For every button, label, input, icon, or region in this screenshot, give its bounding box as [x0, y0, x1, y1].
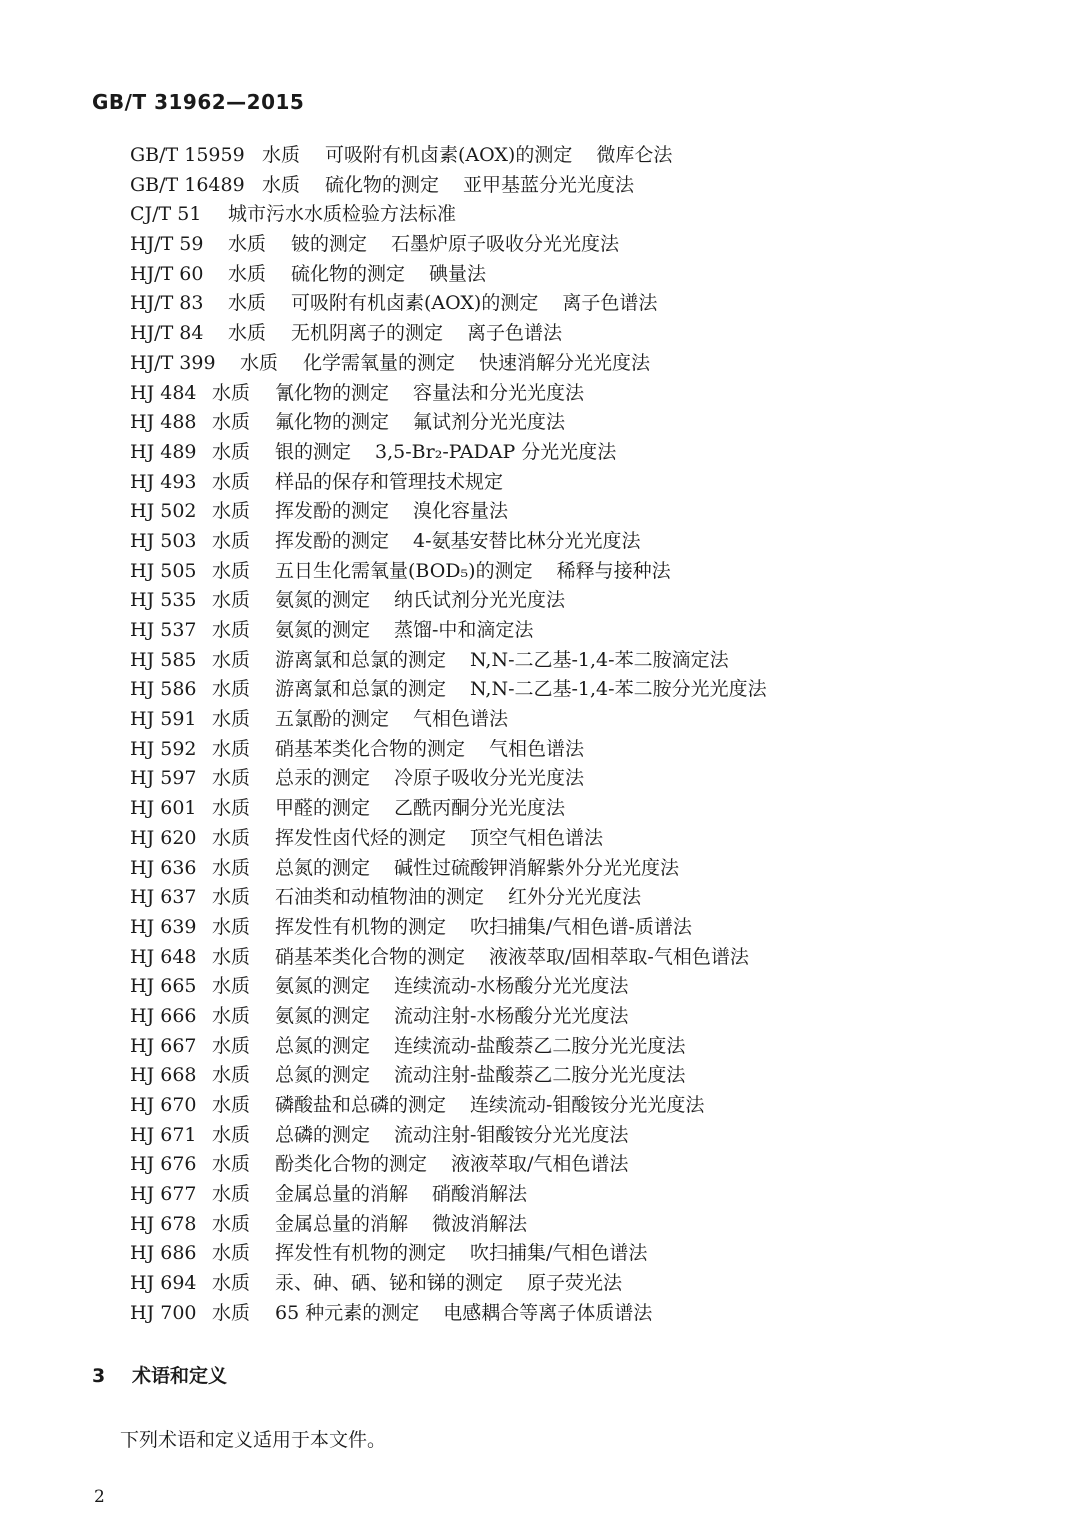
section-number: 3 [92, 1365, 106, 1387]
reference-method: 碱性过硫酸钾消解紫外分光光度法 [394, 856, 680, 879]
reference-row [130, 1299, 1030, 1329]
reference-code: HJ 666 [130, 1004, 197, 1027]
reference-subject: 水质 [212, 589, 251, 612]
reference-code: HJ/T 399 [130, 351, 216, 374]
reference-method: 石墨炉原子吸收分光光度法 [391, 233, 620, 256]
reference-topic: 挥发酚的测定 [275, 529, 390, 552]
reference-subject: 水质 [212, 1123, 251, 1146]
reference-method: 碘量法 [429, 262, 487, 285]
reference-row [130, 705, 1030, 735]
reference-method: 快速消解分光光度法 [479, 351, 651, 374]
reference-code: GB/T 16489 [130, 173, 245, 196]
reference-code: HJ 537 [130, 619, 197, 641]
reference-row [130, 943, 1030, 973]
reference-code: HJ/T 84 [130, 322, 204, 345]
reference-code: HJ 586 [130, 678, 197, 701]
reference-topic: 银的测定 [275, 440, 352, 463]
reference-row [130, 171, 1030, 201]
reference-topic: 总氮的测定 [275, 1034, 371, 1057]
reference-row [130, 735, 1030, 765]
normative-references-list [130, 141, 1030, 1329]
reference-row [130, 497, 1030, 527]
reference-topic: 硫化物的测定 [291, 262, 406, 285]
reference-topic: 总磷的测定 [275, 1123, 371, 1146]
reference-row [130, 883, 1030, 913]
reference-code: HJ 665 [130, 975, 197, 998]
reference-subject: 水质 [262, 144, 301, 166]
reference-code: HJ 601 [130, 797, 197, 820]
reference-topic: 金属总量的消解 [275, 1212, 409, 1235]
reference-topic: 磷酸盐和总磷的测定 [275, 1094, 447, 1116]
reference-code: HJ 686 [130, 1242, 197, 1265]
reference-subject: 水质 [212, 1272, 251, 1295]
reference-code: HJ 502 [130, 500, 197, 523]
reference-subject: 水质 [212, 381, 251, 404]
reference-row [130, 646, 1030, 676]
reference-code: HJ 648 [130, 945, 197, 968]
reference-topic: 氰化物的测定 [275, 381, 390, 404]
reference-subject: 水质 [212, 1004, 251, 1027]
reference-topic: 可吸附有机卤素(AOX)的测定 [325, 144, 573, 166]
reference-subject: 水质 [212, 826, 251, 849]
reference-code: HJ 597 [130, 767, 197, 790]
reference-subject: 水质 [212, 411, 251, 434]
reference-subject: 水质 [212, 559, 251, 582]
reference-subject: 水质 [228, 322, 267, 345]
section-heading [92, 1361, 227, 1388]
reference-method: 冷原子吸收分光光度法 [394, 767, 585, 790]
reference-row [130, 260, 1030, 290]
reference-method: 气相色谱法 [489, 737, 585, 760]
reference-row [130, 794, 1030, 824]
reference-subject: 水质 [228, 292, 267, 315]
reference-code: HJ 620 [130, 826, 197, 849]
reference-subject: 水质 [212, 737, 251, 760]
reference-subject: 水质 [212, 797, 251, 820]
reference-row [130, 319, 1030, 349]
reference-subject: 水质 [262, 173, 301, 196]
reference-row [130, 408, 1030, 438]
reference-topic: 总汞的测定 [275, 767, 371, 790]
reference-subject: 水质 [212, 529, 251, 552]
reference-topic: 总氮的测定 [275, 856, 371, 879]
reference-method: 氟试剂分光光度法 [413, 411, 566, 434]
reference-row [130, 913, 1030, 943]
reference-row [130, 557, 1030, 587]
reference-method: 原子荧光法 [527, 1272, 623, 1295]
reference-code: HJ/T 60 [130, 262, 204, 285]
reference-method: 纳氏试剂分光光度法 [394, 589, 566, 612]
reference-subject: 水质 [212, 1153, 251, 1176]
reference-topic: 氨氮的测定 [275, 975, 371, 998]
reference-topic: 氨氮的测定 [275, 619, 371, 641]
reference-method: 离子色谱法 [467, 322, 563, 345]
reference-code: HJ 671 [130, 1123, 197, 1146]
reference-row [130, 200, 1030, 230]
reference-method: 硝酸消解法 [432, 1183, 528, 1206]
reference-code: HJ 505 [130, 559, 197, 582]
reference-row [130, 468, 1030, 498]
reference-method: 吹扫捕集/气相色谱法 [470, 1242, 648, 1265]
reference-topic: 硫化物的测定 [325, 173, 440, 196]
reference-row [130, 972, 1030, 1002]
reference-row [130, 1061, 1030, 1091]
reference-method: 红外分光光度法 [508, 886, 642, 909]
reference-code: HJ 591 [130, 708, 197, 731]
reference-row [130, 230, 1030, 260]
reference-method: 离子色谱法 [562, 292, 658, 315]
reference-subject: 水质 [212, 708, 251, 731]
reference-subject: 水质 [212, 856, 251, 879]
reference-method: 稀释与接种法 [556, 559, 671, 582]
reference-method: 微波消解法 [432, 1212, 528, 1235]
reference-method: 流动注射-盐酸萘乙二胺分光光度法 [394, 1064, 686, 1087]
reference-row [130, 379, 1030, 409]
reference-method: 亚甲基蓝分光光度法 [463, 173, 635, 196]
reference-method: 容量法和分光光度法 [413, 381, 585, 404]
reference-method: 液液萃取/气相色谱法 [451, 1153, 629, 1176]
reference-subject: 水质 [212, 1183, 251, 1206]
reference-code: CJ/T 51 [130, 203, 202, 226]
reference-method: 连续流动-盐酸萘乙二胺分光光度法 [394, 1034, 686, 1057]
reference-row [130, 675, 1030, 705]
reference-topic: 挥发酚的测定 [275, 500, 390, 523]
reference-code: HJ 636 [130, 856, 197, 879]
reference-method: 乙酰丙酮分光光度法 [394, 797, 566, 820]
reference-topic: 挥发性有机物的测定 [275, 1242, 447, 1265]
reference-topic: 铍的测定 [291, 233, 368, 256]
reference-code: HJ 484 [130, 381, 197, 404]
reference-code: HJ 637 [130, 886, 197, 909]
reference-topic: 游离氯和总氯的测定 [275, 678, 447, 701]
reference-code: HJ 670 [130, 1094, 197, 1116]
reference-method: 顶空气相色谱法 [470, 826, 604, 849]
reference-topic: 氟化物的测定 [275, 411, 390, 434]
reference-topic: 化学需氧量的测定 [303, 351, 456, 374]
reference-code: HJ 592 [130, 737, 197, 760]
reference-row [130, 1091, 1030, 1121]
reference-row [130, 616, 1030, 646]
reference-topic: 酚类化合物的测定 [275, 1153, 428, 1176]
reference-row [130, 527, 1030, 557]
reference-code: HJ 503 [130, 529, 197, 552]
reference-topic: 可吸附有机卤素(AOX)的测定 [291, 292, 539, 315]
standard-number-header: GB/T 31962—2015 [92, 90, 305, 114]
reference-method: 溴化容量法 [413, 500, 509, 523]
reference-code: HJ 678 [130, 1212, 197, 1235]
reference-topic: 游离氯和总氯的测定 [275, 648, 447, 671]
reference-row [130, 1180, 1030, 1210]
reference-method: 4-氨基安替比林分光光度法 [413, 529, 641, 552]
reference-row [130, 141, 1030, 171]
reference-row [130, 1150, 1030, 1180]
reference-subject: 水质 [212, 678, 251, 701]
reference-subject: 水质 [212, 500, 251, 523]
reference-topic: 甲醛的测定 [275, 797, 371, 820]
reference-method: 3,5-Br₂-PADAP 分光光度法 [375, 440, 617, 463]
reference-topic: 挥发性卤代烃的测定 [275, 826, 447, 849]
reference-subject: 水质 [212, 886, 251, 909]
reference-subject: 城市污水水质检验方法标准 [228, 203, 457, 226]
reference-code: HJ/T 59 [130, 233, 204, 256]
reference-code: HJ 700 [130, 1301, 197, 1324]
section-body-text: 下列术语和定义适用于本文件。 [120, 1429, 387, 1451]
page-number: 2 [94, 1487, 105, 1507]
reference-subject: 水质 [212, 975, 251, 998]
reference-topic: 金属总量的消解 [275, 1183, 409, 1206]
reference-row [130, 1002, 1030, 1032]
reference-code: HJ 493 [130, 470, 197, 493]
reference-topic: 挥发性有机物的测定 [275, 915, 447, 938]
reference-topic: 五氯酚的测定 [275, 708, 390, 731]
reference-row [130, 1032, 1030, 1062]
reference-row [130, 854, 1030, 884]
reference-topic: 石油类和动植物油的测定 [275, 886, 485, 909]
reference-subject: 水质 [212, 619, 251, 641]
section-title: 术语和定义 [132, 1365, 228, 1387]
reference-subject: 水质 [212, 1034, 251, 1057]
reference-subject: 水质 [212, 1212, 251, 1235]
reference-subject: 水质 [212, 470, 251, 493]
reference-subject: 水质 [212, 1301, 251, 1324]
reference-code: HJ 639 [130, 915, 197, 938]
reference-topic: 五日生化需氧量(BOD₅)的测定 [275, 559, 533, 582]
reference-code: HJ 488 [130, 411, 197, 434]
reference-subject: 水质 [212, 767, 251, 790]
reference-method: 气相色谱法 [413, 708, 509, 731]
reference-subject: 水质 [228, 233, 267, 256]
reference-topic: 氨氮的测定 [275, 1004, 371, 1027]
reference-code: HJ 676 [130, 1153, 197, 1176]
reference-topic: 汞、砷、硒、铋和锑的测定 [275, 1272, 504, 1295]
reference-row [130, 1269, 1030, 1299]
reference-row [130, 1121, 1030, 1151]
reference-subject: 水质 [212, 648, 251, 671]
reference-code: GB/T 15959 [130, 144, 245, 166]
reference-code: HJ 694 [130, 1272, 197, 1295]
reference-subject: 水质 [212, 440, 251, 463]
reference-method: 蒸馏-中和滴定法 [394, 619, 534, 641]
reference-method: 微库仑法 [596, 144, 673, 166]
reference-subject: 水质 [212, 945, 251, 968]
reference-method: 电感耦合等离子体质谱法 [443, 1301, 653, 1324]
reference-subject: 水质 [212, 1094, 251, 1116]
reference-topic: 65 种元素的测定 [275, 1301, 420, 1324]
reference-row [130, 586, 1030, 616]
reference-row [130, 824, 1030, 854]
reference-code: HJ 585 [130, 648, 197, 671]
reference-code: HJ 668 [130, 1064, 197, 1087]
reference-code: HJ/T 83 [130, 292, 204, 315]
reference-subject: 水质 [240, 351, 279, 374]
reference-method: 连续流动-水杨酸分光光度法 [394, 975, 629, 998]
reference-subject: 水质 [228, 262, 267, 285]
reference-method: 流动注射-钼酸铵分光光度法 [394, 1123, 629, 1146]
reference-code: HJ 677 [130, 1183, 197, 1206]
reference-method: N,N-二乙基-1,4-苯二胺分光光度法 [470, 678, 767, 701]
reference-code: HJ 535 [130, 589, 197, 612]
reference-topic: 氨氮的测定 [275, 589, 371, 612]
reference-topic: 样品的保存和管理技术规定 [275, 470, 504, 493]
reference-row [130, 349, 1030, 379]
reference-row [130, 1239, 1030, 1269]
reference-method: 液液萃取/固相萃取-气相色谱法 [489, 945, 749, 968]
reference-subject: 水质 [212, 1064, 251, 1087]
reference-method: N,N-二乙基-1,4-苯二胺滴定法 [470, 648, 729, 671]
reference-row [130, 1210, 1030, 1240]
reference-topic: 硝基苯类化合物的测定 [275, 737, 466, 760]
reference-topic: 无机阴离子的测定 [291, 322, 444, 345]
reference-subject: 水质 [212, 915, 251, 938]
reference-row [130, 438, 1030, 468]
reference-method: 吹扫捕集/气相色谱-质谱法 [470, 915, 692, 938]
reference-code: HJ 489 [130, 440, 197, 463]
reference-method: 流动注射-水杨酸分光光度法 [394, 1004, 629, 1027]
reference-code: HJ 667 [130, 1034, 197, 1057]
reference-topic: 硝基苯类化合物的测定 [275, 945, 466, 968]
reference-row [130, 289, 1030, 319]
reference-topic: 总氮的测定 [275, 1064, 371, 1087]
reference-method: 连续流动-钼酸铵分光光度法 [470, 1094, 705, 1116]
reference-row [130, 764, 1030, 794]
reference-subject: 水质 [212, 1242, 251, 1265]
